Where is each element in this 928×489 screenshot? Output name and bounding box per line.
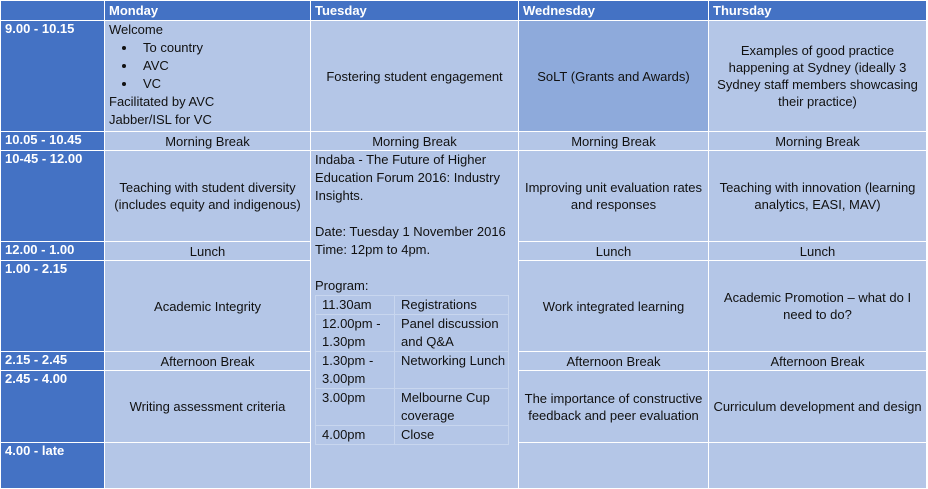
wednesday-improving-cell: Improving unit evaluation rates and responses xyxy=(519,151,709,242)
program-time: 12.00pm - 1.30pm xyxy=(316,315,395,352)
header-corner xyxy=(1,1,105,21)
tuesday-morning-break: Morning Break xyxy=(311,132,519,151)
wednesday-wil-cell: Work integrated learning xyxy=(519,261,709,352)
tuesday-indaba-cell xyxy=(311,151,519,489)
monday-diversity-cell: Teaching with student diversity (includes equity and indigenous) xyxy=(105,151,311,242)
welcome-list xyxy=(109,39,306,93)
header-wednesday: Wednesday xyxy=(519,1,709,21)
wednesday-feedback-cell: The importance of constructive feedback and peer evaluation xyxy=(519,371,709,443)
program-time: 11.30am xyxy=(316,296,395,315)
program-row xyxy=(316,296,509,315)
wednesday-afternoon-break: Afternoon Break xyxy=(519,352,709,371)
program-item: Close xyxy=(395,426,509,445)
program-row xyxy=(316,389,509,426)
wednesday-late-empty xyxy=(709,443,927,489)
wednesday-lunch: Lunch xyxy=(519,242,709,261)
monday-morning-break: Morning Break xyxy=(105,132,311,151)
program-item: Melbourne Cup coverage xyxy=(395,389,509,426)
monday-lunch: Lunch xyxy=(105,242,311,261)
monday-late-empty xyxy=(105,443,311,489)
program-time: 3.00pm xyxy=(316,389,395,426)
monday-integrity-cell: Academic Integrity xyxy=(105,261,311,352)
list-item: • VC xyxy=(137,75,306,93)
header-thursday: Thursday xyxy=(709,1,927,21)
wednesday-morning-break: Morning Break xyxy=(519,132,709,151)
program-time: 1.30pm - 3.00pm xyxy=(316,352,395,389)
table-row xyxy=(1,151,927,242)
wednesday-solt-cell: SoLT (Grants and Awards) xyxy=(519,21,709,132)
list-item: • AVC xyxy=(137,57,306,75)
time-slot: 2.45 - 4.00 xyxy=(1,371,105,443)
thursday-afternoon-break: Afternoon Break xyxy=(709,352,927,371)
thursday-examples-cell: Examples of good practice happening at Sydney (ideally 3 Sydney staff members showcasing their practice) xyxy=(709,21,927,132)
program-time: 4.00pm xyxy=(316,426,395,445)
header-monday: Monday xyxy=(105,1,311,21)
time-slot: 9.00 - 10.15 xyxy=(1,21,105,132)
table-row xyxy=(1,132,927,151)
list-item: • To country xyxy=(137,39,306,57)
welcome-title: Welcome xyxy=(109,22,163,37)
time-slot: 1.00 - 2.15 xyxy=(1,261,105,352)
facilitated-text: Facilitated by AVC xyxy=(109,94,215,109)
program-label: Program: xyxy=(315,278,369,293)
indaba-title: Indaba - The Future of Higher Education Forum 2016: Industry Insights. xyxy=(315,152,500,203)
jabber-text: Jabber/ISL for VC xyxy=(109,112,212,127)
program-table xyxy=(315,295,509,445)
header-row xyxy=(1,1,927,21)
program-item: Networking Lunch xyxy=(395,352,509,389)
program-row xyxy=(316,426,509,445)
table-row xyxy=(1,21,927,132)
program-row xyxy=(316,315,509,352)
tuesday-late-empty xyxy=(519,443,709,489)
time-slot: 10.05 - 10.45 xyxy=(1,132,105,151)
monday-welcome-cell xyxy=(105,21,311,132)
monday-writing-cell: Writing assessment criteria xyxy=(105,371,311,443)
header-tuesday: Tuesday xyxy=(311,1,519,21)
thursday-morning-break: Morning Break xyxy=(709,132,927,151)
time-slot: 4.00 - late xyxy=(1,443,105,489)
time-slot: 12.00 - 1.00 xyxy=(1,242,105,261)
program-item: Registrations xyxy=(395,296,509,315)
program-row xyxy=(316,352,509,389)
thursday-promotion-cell: Academic Promotion – what do I need to do? xyxy=(709,261,927,352)
thursday-curriculum-cell: Curriculum development and design xyxy=(709,371,927,443)
time-slot: 10-45 - 12.00 xyxy=(1,151,105,242)
indaba-date: Date: Tuesday 1 November 2016 xyxy=(315,224,506,239)
program-item: Panel discussion and Q&A xyxy=(395,315,509,352)
time-slot: 2.15 - 2.45 xyxy=(1,352,105,371)
thursday-lunch: Lunch xyxy=(709,242,927,261)
indaba-time: Time: 12pm to 4pm. xyxy=(315,242,431,257)
tuesday-fostering-cell: Fostering student engagement xyxy=(311,21,519,132)
monday-afternoon-break: Afternoon Break xyxy=(105,352,311,371)
thursday-innovation-cell: Teaching with innovation (learning analytics, EASI, MAV) xyxy=(709,151,927,242)
